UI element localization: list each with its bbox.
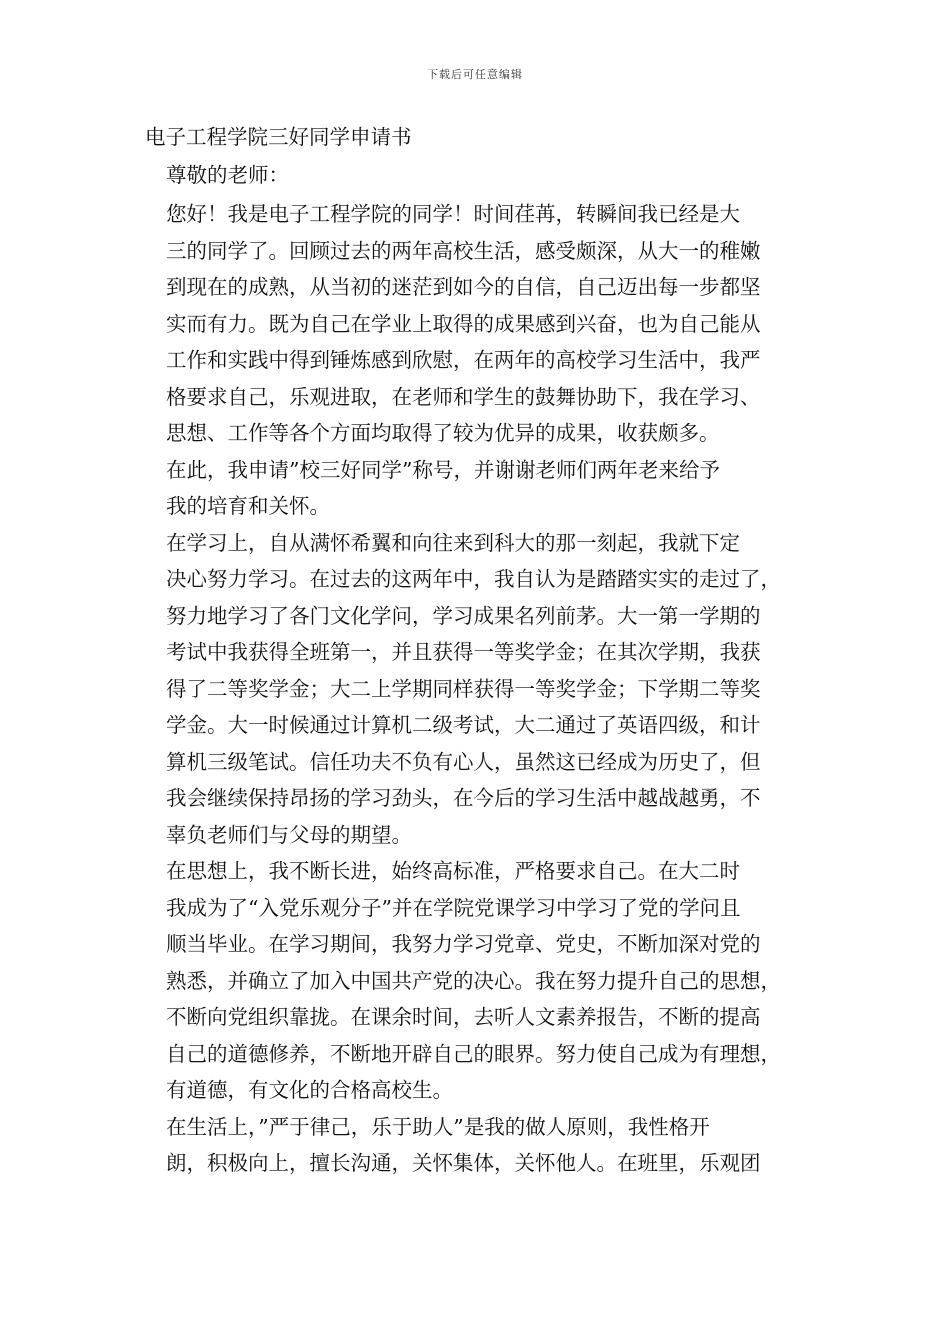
paragraph-line: 考试中我获得全班第一，并且获得一等奖学金；在其次学期，我获 xyxy=(166,640,761,664)
paragraph-line: 思想、工作等各个方面均取得了较为优异的成果，收获颇多。 xyxy=(166,421,720,445)
document-body xyxy=(145,118,810,1182)
paragraph-life xyxy=(145,1109,810,1182)
paragraph-line: 朗，积极向上，擅长沟通，关怀集体，关怀他人。在班里，乐观团 xyxy=(166,1151,761,1175)
paragraph-line: 格要求自己，乐观进取，在老师和学生的鼓舞协助下，我在学习、 xyxy=(166,384,761,409)
paragraph-line: 您好！我是电子工程学院的同学！时间荏苒，转瞬间我已经是大 xyxy=(166,202,740,226)
paragraph-line: 学金。大一时候通过计算机二级考试，大二通过了英语四级，和计 xyxy=(166,713,761,737)
paragraph-application xyxy=(145,452,810,525)
paragraph-line: 我成为了“入党乐观分子”并在学院党课学习中学习了党的学问且 xyxy=(166,895,741,920)
paragraph-line: 在此，我申请”校三好同学”称号，并谢谢老师们两年老来给予 xyxy=(166,457,720,482)
paragraph-line: 努力地学习了各门文化学问，学习成果名列前茅。大一第一学期的 xyxy=(166,603,761,628)
paragraph-greeting xyxy=(145,196,810,452)
document-title: 电子工程学院三好同学申请书 xyxy=(145,125,412,149)
paragraph-line: 到现在的成熟，从当初的迷茫到如今的自信，自己迈出每一步都坚 xyxy=(166,275,761,299)
paragraph-line: 辜负老师们与父母的期望。 xyxy=(166,822,412,847)
paragraph-line: 工作和实践中得到锤炼感到欣慰，在两年的高校学习生活中，我严 xyxy=(166,348,761,372)
paragraph-line: 自己的道德修养，不断地开辟自己的眼界。努力使自己成为有理想， xyxy=(166,1041,781,1066)
paragraph-line: 我会继续保持昂扬的学习劲头，在今后的学习生活中越战越勇，不 xyxy=(166,786,761,810)
paragraph-line: 算机三级笔试。信任功夫不负有心人，虽然这已经成为历史了，但 xyxy=(166,749,761,774)
paragraph-line: 熟悉，并确立了加入中国共产党的决心。我在努力提升自己的思想， xyxy=(166,968,781,993)
paragraph-study xyxy=(145,525,810,854)
paragraph-line: 不断向党组织靠拢。在课余时间，去听人文素养报告，不断的提高 xyxy=(166,1005,761,1029)
salutation: 尊敬的老师： xyxy=(166,163,289,187)
paragraph-line: 实而有力。既为自己在学业上取得的成果感到兴奋，也为自己能从 xyxy=(166,311,761,336)
header-note: 下载后可任意编辑 xyxy=(427,68,523,81)
paragraph-line: 有道德，有文化的合格高校生。 xyxy=(166,1078,453,1102)
paragraph-ideology xyxy=(145,853,810,1109)
paragraph-line: 在学习上，自从满怀希翼和向往来到科大的那一刻起，我就下定 xyxy=(166,530,740,555)
paragraph-line: 在生活上，”严于律己，乐于助人”是我的做人原则，我性格开 xyxy=(166,1114,710,1139)
paragraph-line: 决心努力学习。在过去的这两年中，我自认为是踏踏实实的走过了， xyxy=(166,567,781,591)
paragraph-line: 我的培育和关怀。 xyxy=(166,494,330,518)
paragraph-line: 三的同学了。回顾过去的两年高校生活，感受颇深，从大一的稚嫩 xyxy=(166,238,761,263)
paragraph-line: 得了二等奖学金；大二上学期同样获得一等奖学金；下学期二等奖 xyxy=(166,676,761,701)
paragraph-line: 顺当毕业。在学习期间，我努力学习党章、党史，不断加深对党的 xyxy=(166,932,761,956)
paragraph-line: 在思想上，我不断长进，始终高标准，严格要求自己。在大二时 xyxy=(166,859,740,883)
